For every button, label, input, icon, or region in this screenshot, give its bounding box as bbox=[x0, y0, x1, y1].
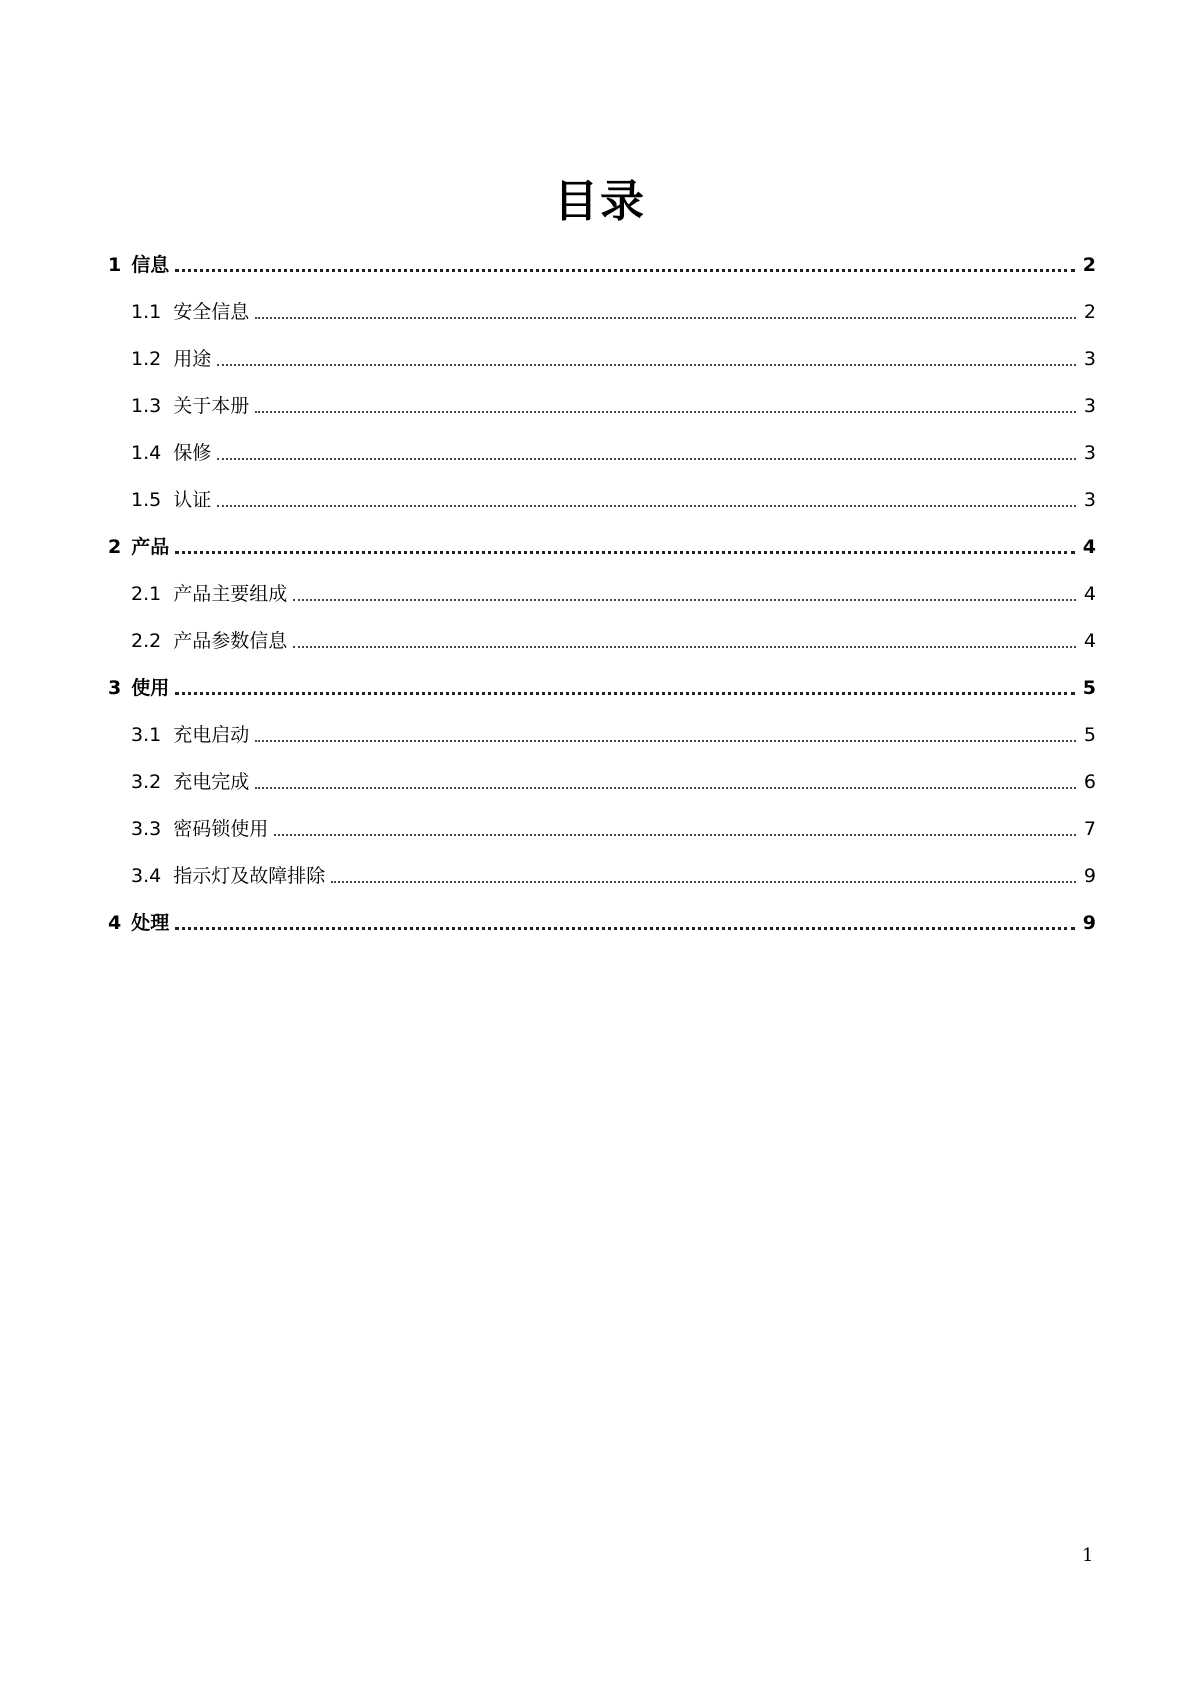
toc-entry[interactable] bbox=[131, 432, 1096, 466]
toc-entry-number: 1.3 bbox=[131, 395, 162, 417]
toc-entry[interactable] bbox=[131, 385, 1096, 419]
toc-entry-label: 产品主要组成 bbox=[173, 583, 288, 605]
toc-entry-number: 3.2 bbox=[131, 771, 162, 793]
dot-leader bbox=[255, 411, 1076, 413]
dot-leader bbox=[217, 458, 1076, 460]
toc-entry-page: 9 bbox=[1083, 865, 1096, 887]
toc-entry-label: 产品参数信息 bbox=[173, 630, 288, 652]
dot-leader bbox=[255, 740, 1076, 742]
dot-leader bbox=[217, 364, 1076, 366]
toc-entry-number: 3.1 bbox=[131, 724, 162, 746]
toc-entry-page: 9 bbox=[1082, 912, 1096, 934]
toc-entry-label: 充电启动 bbox=[173, 724, 250, 746]
toc-entry[interactable] bbox=[108, 667, 1096, 701]
toc-entry-number: 1 bbox=[108, 254, 122, 276]
toc-entry-page: 6 bbox=[1083, 771, 1096, 793]
dot-leader bbox=[255, 317, 1076, 319]
toc-entry[interactable] bbox=[131, 808, 1096, 842]
dot-leader bbox=[175, 927, 1075, 930]
dot-leader bbox=[255, 787, 1076, 789]
toc-entry[interactable] bbox=[131, 291, 1096, 325]
toc-entry-page: 4 bbox=[1083, 583, 1096, 605]
dot-leader bbox=[217, 505, 1076, 507]
toc-entry-label: 产品 bbox=[131, 536, 170, 558]
toc-entry-number: 1.1 bbox=[131, 301, 162, 323]
toc-entry-label: 信息 bbox=[131, 254, 170, 276]
toc-entry-label: 充电完成 bbox=[173, 771, 250, 793]
dot-leader bbox=[274, 834, 1076, 836]
toc-entry-label: 使用 bbox=[131, 677, 170, 699]
toc-entry-number: 1.2 bbox=[131, 348, 162, 370]
toc-entry[interactable] bbox=[131, 620, 1096, 654]
toc-entry-label: 认证 bbox=[173, 489, 212, 511]
toc-entry-page: 3 bbox=[1083, 489, 1096, 511]
toc-entry-number: 3.3 bbox=[131, 818, 162, 840]
toc-entry[interactable] bbox=[131, 714, 1096, 748]
toc-entry-page: 2 bbox=[1083, 301, 1096, 323]
toc-entry[interactable] bbox=[108, 902, 1096, 936]
toc-entry-label: 处理 bbox=[131, 912, 170, 934]
toc-entry-number: 1.4 bbox=[131, 442, 162, 464]
toc-entry-number: 2 bbox=[108, 536, 122, 558]
toc-entry-label: 密码锁使用 bbox=[173, 818, 269, 840]
toc-entry-number: 3.4 bbox=[131, 865, 162, 887]
toc-entry-page: 4 bbox=[1083, 630, 1096, 652]
toc-entry-page: 3 bbox=[1083, 348, 1096, 370]
toc-entry-page: 5 bbox=[1083, 724, 1096, 746]
toc-entry-label: 关于本册 bbox=[173, 395, 250, 417]
toc-entry[interactable] bbox=[108, 244, 1096, 278]
toc-entry-label: 保修 bbox=[173, 442, 212, 464]
toc-entry-number: 1.5 bbox=[131, 489, 162, 511]
toc-entry-label: 指示灯及故障排除 bbox=[173, 865, 326, 887]
toc-entry[interactable] bbox=[108, 526, 1096, 560]
page-title: 目录 bbox=[554, 176, 646, 227]
dot-leader bbox=[293, 599, 1076, 601]
dot-leader bbox=[331, 881, 1076, 883]
toc-entry-number: 2.2 bbox=[131, 630, 162, 652]
page-number: 1 bbox=[1082, 1545, 1094, 1566]
toc-entry-number: 2.1 bbox=[131, 583, 162, 605]
toc-entry[interactable] bbox=[131, 573, 1096, 607]
toc-entry[interactable] bbox=[131, 855, 1096, 889]
toc-entry-page: 5 bbox=[1082, 677, 1096, 699]
toc-entry[interactable] bbox=[131, 338, 1096, 372]
toc-entry-label: 用途 bbox=[173, 348, 212, 370]
dot-leader bbox=[175, 269, 1075, 272]
toc-entry-number: 3 bbox=[108, 677, 122, 699]
dot-leader bbox=[175, 692, 1075, 695]
toc-entry-page: 4 bbox=[1082, 536, 1096, 558]
dot-leader bbox=[175, 551, 1075, 554]
toc-entry[interactable] bbox=[131, 761, 1096, 795]
toc-entry-page: 7 bbox=[1083, 818, 1096, 840]
toc-entry-label: 安全信息 bbox=[173, 301, 250, 323]
toc-entry-page: 2 bbox=[1082, 254, 1096, 276]
toc-entry-page: 3 bbox=[1083, 395, 1096, 417]
toc-entry-page: 3 bbox=[1083, 442, 1096, 464]
toc-entry-number: 4 bbox=[108, 912, 122, 934]
toc-entry[interactable] bbox=[131, 479, 1096, 513]
dot-leader bbox=[293, 646, 1076, 648]
